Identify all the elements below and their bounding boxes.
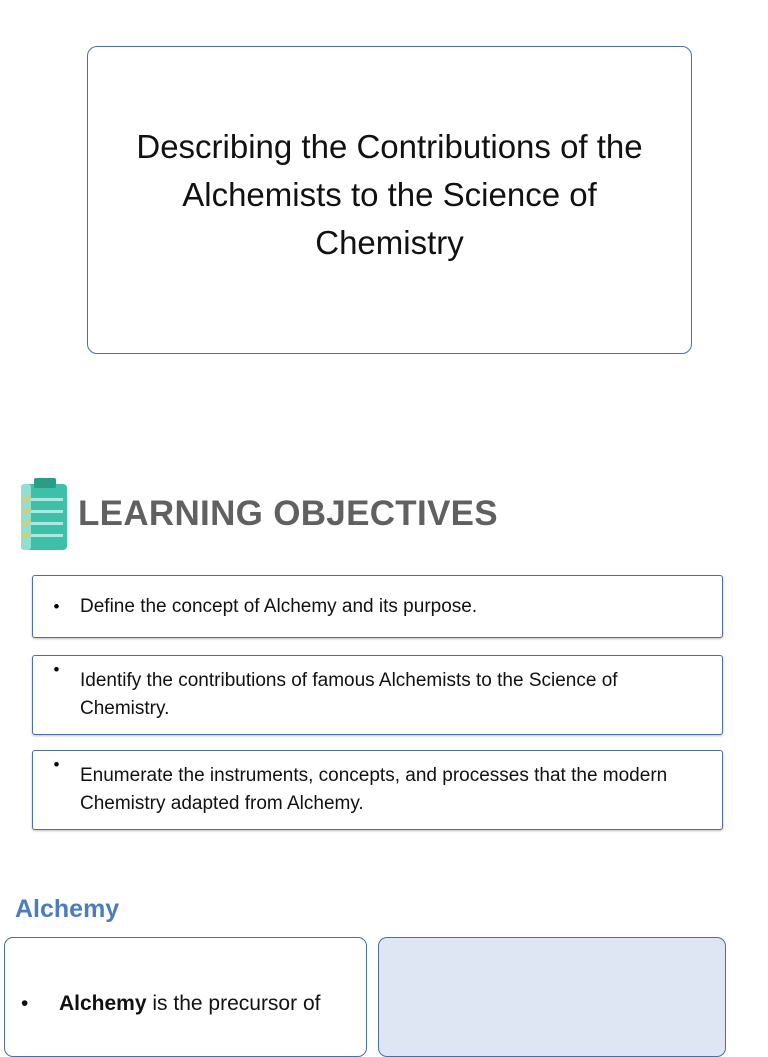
objective-line: Chemistry adapted from Alchemy. (80, 793, 364, 814)
objective-item (32, 655, 723, 735)
alchemy-term: Alchemy (59, 992, 147, 1015)
objective-text (80, 593, 491, 621)
page-title (106, 123, 672, 267)
bullet: • (53, 755, 60, 774)
clipboard-checklist-icon (18, 476, 70, 552)
objective-line: Define the concept of Alchemy and its purpose. (80, 595, 478, 617)
title-line-3: Chemistry (315, 224, 464, 261)
learning-objectives-header (18, 476, 498, 552)
objective-item (32, 575, 723, 638)
bullet: • (53, 596, 60, 616)
learning-objectives-title: LEARNING OBJECTIVES (78, 494, 498, 533)
title-line-2: Alchemists to the Science of (182, 176, 597, 213)
section-heading-alchemy: Alchemy (15, 895, 120, 923)
bullet: • (21, 992, 29, 1015)
objective-item (32, 750, 723, 830)
alchemy-definition (21, 990, 320, 1018)
title-line-1: Describing the Contributions of the (136, 128, 643, 165)
objective-line: Chemistry. (80, 698, 170, 719)
objective-line: Enumerate the instruments, concepts, and processes that the modern (80, 765, 668, 786)
alchemy-image-panel (378, 937, 726, 1057)
objective-line: Identify the contributions of famous Alchemists to the Science of (80, 670, 618, 691)
alchemy-definition-text: is the precursor of (146, 992, 321, 1015)
objective-text (80, 667, 632, 723)
objective-text (80, 762, 681, 818)
alchemy-text-card (4, 937, 367, 1057)
title-slide-box (87, 46, 692, 354)
bullet: • (53, 660, 60, 679)
